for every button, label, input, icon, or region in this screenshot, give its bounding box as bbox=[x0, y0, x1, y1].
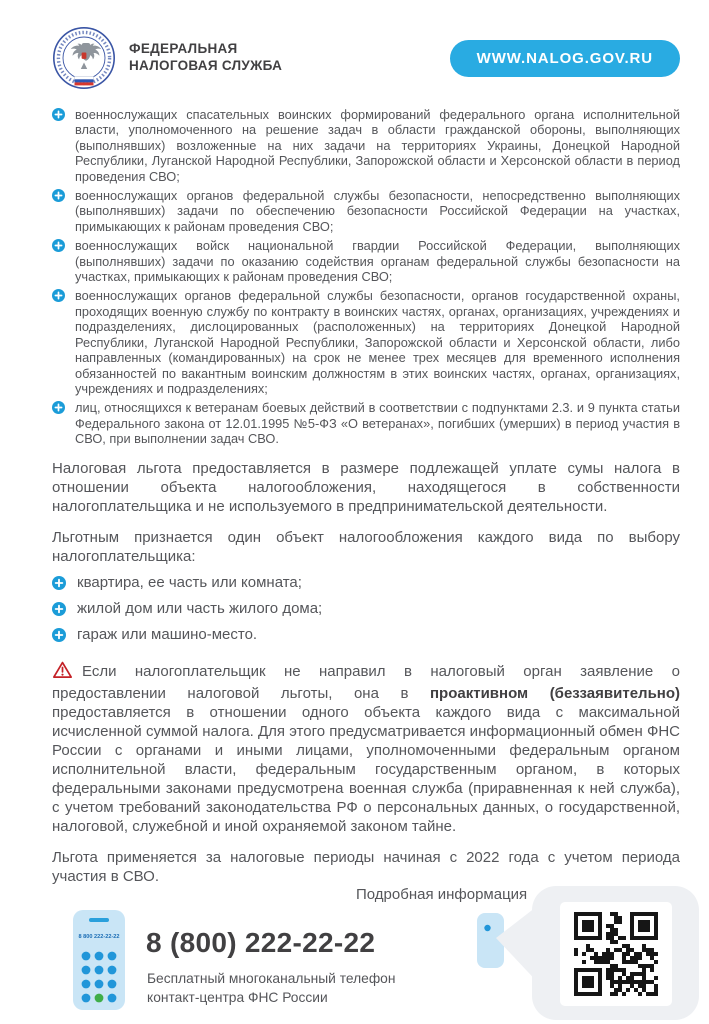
selection-intro: Льготным признается один объект налогообложения каждого вида по выбору налогоплательщика: bbox=[52, 528, 680, 565]
hotline-description: Бесплатный многоканальный телефон контакт-центра ФНС России bbox=[147, 971, 396, 1006]
plus-bullet-icon bbox=[52, 401, 65, 446]
scanning-phone-camera-dot bbox=[484, 925, 490, 931]
list-item bbox=[52, 400, 680, 446]
qr-callout bbox=[470, 876, 705, 1024]
plus-bullet-icon bbox=[52, 239, 65, 284]
fns-logo bbox=[52, 26, 282, 90]
benefit-paragraph: Налоговая льгота предоставляется в размере подлежащей уплате сумы налога в отношении объекта налогообложения, находящегося в собственности налогоплательщика и не используемого в предпринимательской деятельности. bbox=[52, 459, 680, 515]
fns-emblem-icon bbox=[52, 26, 116, 90]
plus-bullet-icon bbox=[52, 289, 65, 396]
list-item-text: жилой дом или часть жилого дома; bbox=[77, 599, 323, 617]
warning-icon bbox=[52, 660, 73, 684]
list-item bbox=[52, 288, 680, 396]
list-item bbox=[52, 599, 680, 621]
hotline-phone-number: 8 (800) 222-22-22 bbox=[146, 927, 376, 958]
website-badge[interactable]: WWW.NALOG.GOV.RU bbox=[450, 40, 680, 77]
list-item-text: лиц, относящихся к ветеранам боевых действий в соответствии с подпунктами 2.3. и 9 пункта статьи Федерального закона от 12.01.1995 №5-ФЗ «О ветеранах», погибших (умерших) в период участия в СВО, при выполнении задач СВО. bbox=[75, 400, 680, 447]
plus-bullet-icon bbox=[52, 602, 66, 621]
warning-text-bold: проактивном (беззаявительно) bbox=[430, 684, 681, 702]
org-name-line2: НАЛОГОВАЯ СЛУЖБА bbox=[129, 58, 283, 73]
list-item-text: гараж или машино-место. bbox=[77, 625, 258, 643]
list-item-text: военнослужащих органов федеральной службы безопасности, органов государственной охраны, проходящих военную службу по контракту в воинских частях, органах, организациях, учреждениях и подразделениях, дислоцированных (расположенных) на территориях Донецкой Народной Республики, Луганской Народной Республики, Запорожской области и Херсонской области, либо направленных (командированных) на срок не менее трех месяцев для временного исполнения обязанностей по вакантным воинским должностям в этих воинских частях, органах, организациях, учреждениях и подразделениях; bbox=[75, 288, 680, 396]
warning-text-start: Если налогоплательщик не направил в налоговый орган заявление о предоставлении налоговой льготы, она в bbox=[52, 662, 680, 702]
plus-bullet-icon bbox=[52, 576, 66, 595]
list-item-text: военнослужащих спасательных воинских формирований федерального органа исполнительной власти, уполномоченного на решение задач в области гражданской обороны, выполняющих (выполнявших) возложенные на них задачи на территориях Украины, Донецкой Народной Республики, Луганской Народной Республики, Запорожской области и Херсонской области в период проведения СВО; bbox=[75, 107, 680, 184]
list-item-text: военнослужащих органов федеральной службы безопасности, непосредственно выполняющих (выполнявших) задачи по обеспечению безопасности Российской Федерации на участках, примыкающих к районам проведения СВО; bbox=[75, 188, 680, 234]
qr-label: Подробная информация bbox=[356, 886, 528, 903]
plus-bullet-icon bbox=[52, 108, 65, 184]
object-types-list bbox=[52, 573, 680, 647]
list-item-text: квартира, ее часть или комната; bbox=[77, 573, 302, 591]
eligibility-list bbox=[52, 107, 680, 447]
list-item bbox=[52, 573, 680, 595]
org-name bbox=[129, 41, 282, 75]
list-item bbox=[52, 625, 680, 647]
warning-paragraph bbox=[52, 660, 680, 836]
list-item bbox=[52, 238, 680, 284]
warning-text-end: предоставляется в отношении одного объекта каждого вида с максимальной исчисленной суммой налога. Для этого предусматривается информационный обмен ФНС России с органами и иными лицами, уполномоченными федеральным органом исполнительной власти, федеральным государственным органом, в которых федеральными законами предусмотрена военная служба (приравненная к ней служба), с учетом требований законодательства РФ о персональных данных, о государственной, налоговой, служебной и иной охраняемой законом тайне. bbox=[52, 703, 681, 835]
org-name-line1: ФЕДЕРАЛЬНАЯ bbox=[129, 41, 238, 57]
phone-speaker-bar bbox=[89, 918, 109, 922]
list-item bbox=[52, 107, 680, 184]
phone-icon bbox=[73, 910, 125, 1010]
flag-ribbon bbox=[75, 76, 94, 85]
phone-screen-text: 8 800 222-22-22 bbox=[78, 934, 120, 940]
header bbox=[0, 0, 709, 90]
period-paragraph: Льгота применяется за налоговые периоды начиная с 2022 года с учетом периода участия в СВО. bbox=[52, 848, 680, 885]
plus-bullet-icon bbox=[52, 628, 66, 647]
plus-bullet-icon bbox=[52, 189, 65, 234]
list-item bbox=[52, 188, 680, 234]
list-item-text: военнослужащих войск национальной гвардии Российской Федерации, выполняющих (выполнявших) задачи по оказанию содействия органам федеральной службы безопасности на участках, примыкающих к районам проведения СВО; bbox=[75, 238, 680, 285]
content bbox=[0, 90, 709, 886]
